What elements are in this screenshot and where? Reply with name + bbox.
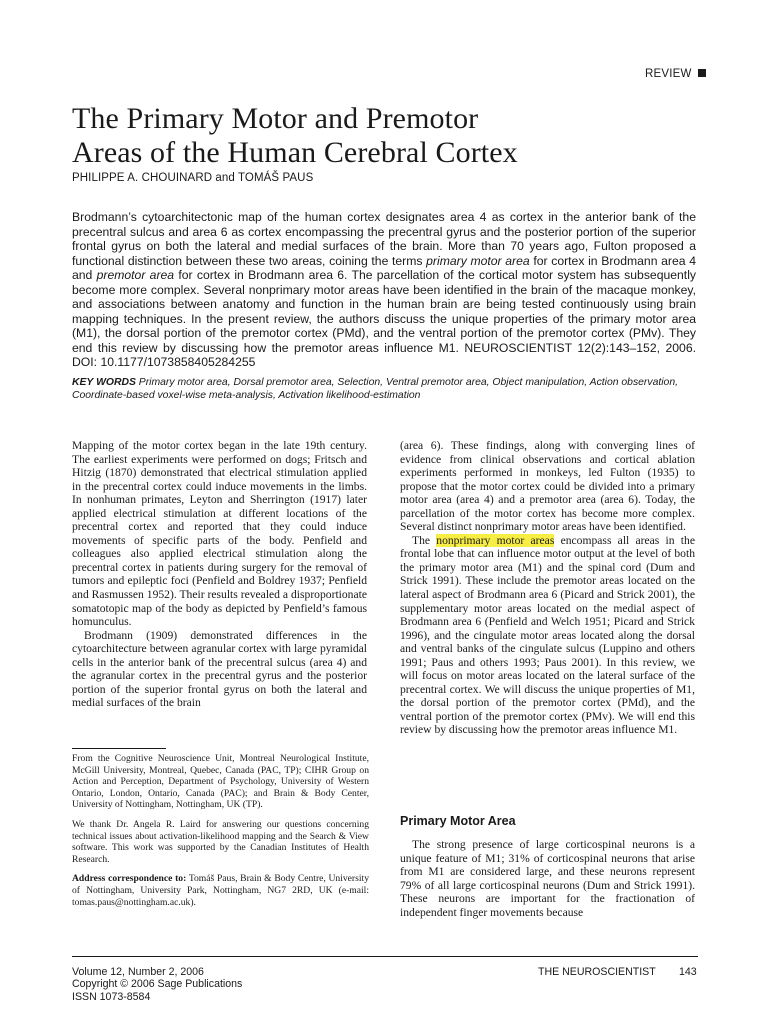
square-bullet-icon	[698, 69, 706, 77]
body-column-right	[400, 439, 695, 737]
issn-info: ISSN 1073-8584	[72, 990, 151, 1003]
abstract	[72, 210, 696, 370]
keywords	[72, 377, 712, 403]
section-label-text: REVIEW	[645, 68, 692, 80]
title-line-1: The Primary Motor and Premotor	[72, 102, 479, 135]
body-text: The	[412, 533, 437, 547]
keywords-label: KEY WORDS	[72, 377, 136, 388]
footnote-divider	[72, 748, 166, 749]
body-paragraph	[400, 534, 695, 737]
publication-info	[72, 966, 242, 1003]
acknowledgment-note: We thank Dr. Angela R. Laird for answering our questions concerning technical issues about activation-likelihood mapping and the Search & View software. This work was supported by the Canadian Institutes of Health Research.	[72, 818, 369, 865]
journal-name: THE NEUROSCIENTIST	[538, 966, 656, 978]
title-line-2: Areas of the Human Cerebral Cortex	[72, 136, 518, 169]
footer-divider	[72, 956, 698, 957]
highlighted-text[interactable]: nonprimary motor areas	[436, 533, 555, 547]
correspondence-text: Tomáš Paus, Brain & Body Centre, University of Nottingham, University Park, Nottingham, NG7 2RD, UK (e-mail: tomas.paus@nottingham.ac.uk).	[72, 873, 369, 908]
volume-info: Volume 12, Number 2, 2006	[72, 966, 204, 978]
correspondence-note	[72, 873, 369, 908]
body-paragraph: Brodmann (1909) demonstrated differences in the cytoarchitecture between agranular cortex with large pyramidal cells in the anterior bank of the precentral sulcus (area 4) and the agranular cortex in the precentral gyrus and the posterior portion of the superior frontal gyrus on both the lateral and medial surfaces of the brain	[72, 628, 367, 710]
abstract-text: Brodmann’s cytoarchitectonic map of the human cortex designates area 4 as cortex in the anterior bank of the precentral sulcus and area 6 as cortex encompassing the precentral gyrus and the posterior portion of the superior frontal gyrus on both the lateral and medial surfaces of the brain. More than 70 years ago, Fulton proposed a functional distinction between these two areas, coining the terms	[72, 210, 696, 268]
section-heading: Primary Motor Area	[400, 814, 516, 828]
body-paragraph: (area 6). These findings, along with converging lines of evidence from clinical observations and cortical ablation experiments performed in monkeys, led Fulton (1935) to propose that the motor cortex could be divided into a primary motor area (area 4) and a premotor area (area 6). Today, the parcellation of the motor cortex has become more complex. Several distinct nonprimary motor areas have been identified.	[400, 439, 695, 534]
body-paragraph: Mapping of the motor cortex began in the late 19th century. The earliest experiments were performed on dogs; Fritsch and Hitzig (1870) demonstrated that electrical stimulation applied in the precentral cortex could induce movements in the limbs. In nonhuman primates, Leyton and Sherrington (1917) later applied electrical stimulation at different locations of the precentral cortex and reported that they could induce movements of specific parts of the body. Penfield and colleagues also applied electrical stimulation along the precentral cortex in patients during surgery for the removal of tumors and epileptic foci (Penfield and Boldrey 1937; Penfield and Rasmussen 1952). Their results revealed a disproportionate somatotopic map of the body as depicted by Penfield’s famous homunculus.	[72, 439, 367, 629]
article-title	[72, 102, 692, 170]
abstract-text: for cortex in Brodmann area 4 and	[72, 253, 696, 282]
body-text: encompass all areas in the frontal lobe that can influence motor output at the level of both the primary motor area (M1) and the spinal cord (Dum and Strick 1991). These include the premotor areas located on the lateral aspect of Brodmann area 6 (Picard and Strick 2001), the supplementary motor areas located on the medial aspect of Brodmann area 6 (Penfield and Welch 1951; Picard and Strick 1996), and the cingulate motor areas located along the dorsal and ventral banks of the cingulate sulcus (Luppino and others 1991; Paus and others 1993; Paus 2001). In this review, we will focus on motor areas located on the lateral surface of the precentral cortex. We will discuss the unique properties of M1, the dorsal portion of the premotor cortex (PMd), and the ventral portion of the premotor cortex (PMv). We will end this review by discussing how the premotor areas influence M1.	[400, 533, 695, 737]
keywords-text: Primary motor area, Dorsal premotor area, Selection, Ventral premotor area, Object manipulation, Action observation, Coordinate-based voxel-wise meta-analysis, Activation likelihood-estimation	[72, 377, 679, 401]
body-column-left	[72, 439, 367, 710]
abstract-text: for cortex in Brodmann area 6. The parcellation of the cortical motor system has subsequently become more complex. Several nonprimary motor areas have been identified in the brain of the macaque monkey, and associations between anatomy and function in the human brain are being tested continuously using brain mapping techniques. In the present review, the authors discuss the unique properties of the primary motor area (M1), the dorsal portion of the premotor cortex (PMd), and the ventral portion of the premotor cortex (PMv). They end this review by discussing how the premotor areas influence M1. NEUROSCIENTIST 12(2):143–152, 2006. DOI: 10.1177/1073858405284255	[72, 268, 696, 369]
affiliation-note: From the Cognitive Neuroscience Unit, Montreal Neurological Institute, McGill University, Montreal, Quebec, Canada (PAC, TP); CIHR Group on Action and Perception, Department of Psychology, University of Western Ontario, London, Ontario, Canada (PAC); and Brain & Body Center, University of Nottingham, Nottingham, UK (TP).	[72, 753, 369, 811]
body-paragraph: The strong presence of large corticospinal neurons is a unique feature of M1; 31% of corticospinal neurons that arise from M1 are considered large, and these neurons represent 79% of all large corticospinal neurons (Dum and Strick 1991). These neurons are important for the fractionation of independent finger movements because	[400, 838, 695, 919]
copyright-info: Copyright © 2006 Sage Publications	[72, 978, 243, 991]
author-list: PHILIPPE A. CHOUINARD and TOMÁŠ PAUS	[72, 172, 314, 184]
page-number: 143	[679, 966, 697, 978]
section-label	[645, 68, 706, 80]
body-column-right-continued	[400, 838, 695, 919]
abstract-term: primary motor area	[426, 253, 530, 268]
footnotes	[72, 753, 369, 916]
correspondence-label: Address correspondence to:	[72, 873, 187, 885]
abstract-term: premotor area	[96, 268, 175, 282]
